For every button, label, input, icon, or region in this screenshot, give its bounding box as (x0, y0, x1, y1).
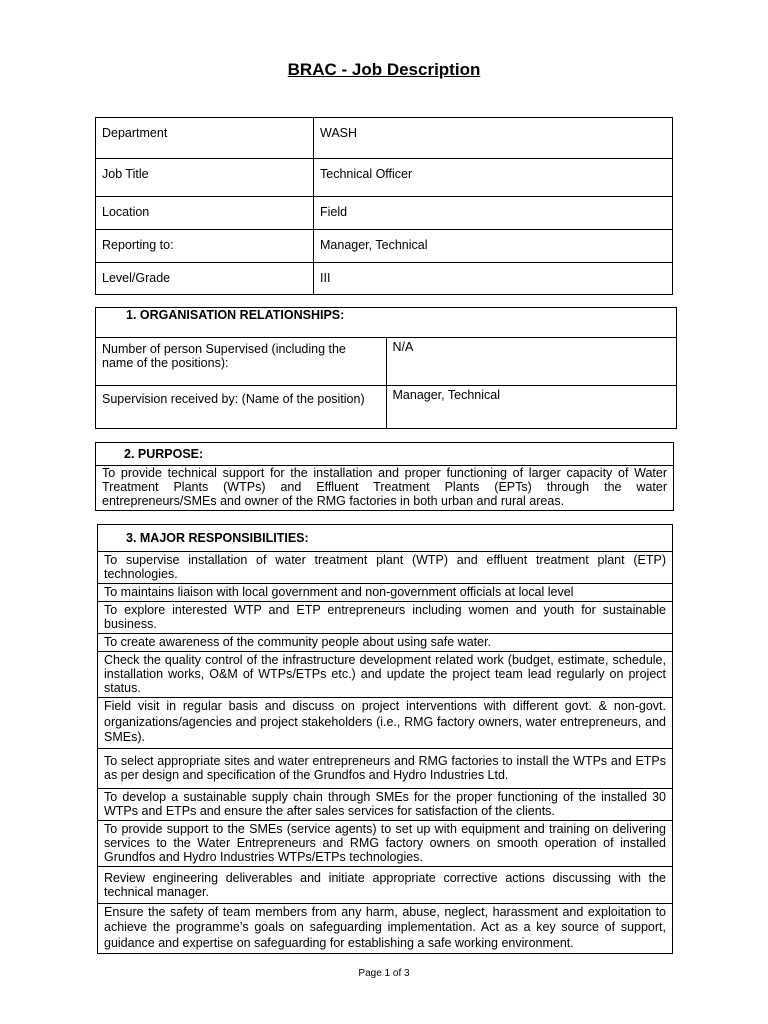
list-item: To select appropriate sites and water entrepreneurs and RMG factories to install the WTPs and ETPs as per design and specification of the Grundfos and Hydro Industries Ltd. (98, 748, 673, 788)
list-item: To maintains liaison with local government and non-government officials at local level (98, 584, 673, 602)
table-row (96, 118, 673, 159)
list-item: To provide support to the SMEs (service agents) to set up with equipment and training on delivering services to the Water Entrepreneurs and RMG factory owners on smooth operation of installed Grundfos and Hydro Industries WTPs/ETPs technologies. (98, 820, 673, 866)
responsibilities-table (97, 524, 673, 954)
organisation-relationships-table (95, 307, 677, 429)
section-heading: 1. ORGANISATION RELATIONSHIPS: (96, 308, 677, 338)
table-row (98, 788, 673, 820)
table-row (96, 443, 674, 466)
table-row (96, 159, 673, 197)
job-title-label: Job Title (96, 159, 314, 197)
table-row (98, 584, 673, 602)
list-item: Review engineering deliverables and initiate appropriate corrective actions discussing with the technical manager. (98, 866, 673, 903)
table-row (98, 634, 673, 652)
page-title: BRAC - Job Description (287, 60, 481, 79)
table-row (98, 820, 673, 866)
table-row (98, 602, 673, 634)
supervised-value: N/A (386, 338, 677, 386)
department-label: Department (96, 118, 314, 159)
table-row (96, 230, 673, 263)
purpose-table (95, 442, 674, 511)
supervision-value: Manager, Technical (386, 386, 677, 429)
level-label: Level/Grade (96, 263, 314, 295)
reporting-label: Reporting to: (96, 230, 314, 263)
section-heading: 3. MAJOR RESPONSIBILITIES: (98, 525, 673, 552)
list-item: To supervise installation of water treatment plant (WTP) and effluent treatment plant (ETP) technologies. (98, 552, 673, 584)
page-number: Page 1 of 3 (358, 968, 410, 979)
purpose-text: To provide technical support for the installation and proper functioning of larger capacity of Water Treatment Plants (WTPs) and Effluent Treatment Plants (EPTs) through the water entrepreneurs/SMEs and owner of the RMG factories in both urban and rural areas. (96, 466, 674, 511)
list-item: To explore interested WTP and ETP entrepreneurs including women and youth for sustainable business. (98, 602, 673, 634)
table-row (98, 698, 673, 749)
table-row (98, 748, 673, 788)
level-value: III (314, 263, 673, 295)
department-value: WASH (314, 118, 673, 159)
list-item: Field visit in regular basis and discuss on project interventions with different govt. & non-govt. organizations/agencies and project stakeholders (i.e., RMG factory owners, water entrepreneurs, and SMEs). (98, 698, 673, 749)
table-row (96, 197, 673, 230)
table-row (96, 263, 673, 295)
table-row (98, 525, 673, 552)
table-row (96, 338, 677, 386)
list-item: To create awareness of the community people about using safe water. (98, 634, 673, 652)
list-item: Check the quality control of the infrastructure development related work (budget, estimate, schedule, installation works, O&M of WTPs/ETPs etc.) and update the project team lead regularly on project status. (98, 652, 673, 698)
table-row (96, 466, 674, 511)
table-row (98, 866, 673, 903)
table-row (98, 652, 673, 698)
job-info-table (95, 117, 673, 295)
list-item: Ensure the safety of team members from any harm, abuse, neglect, harassment and exploitation to achieve the programme’s goals on safeguarding implementation. Act as a key source of support, guidance and expertise on safeguarding for establishing a safe working environment. (98, 903, 673, 954)
location-value: Field (314, 197, 673, 230)
supervision-label: Supervision received by: (Name of the position) (96, 386, 387, 429)
table-row (96, 386, 677, 429)
supervised-label: Number of person Supervised (including the name of the positions): (96, 338, 387, 386)
table-row (96, 308, 677, 338)
table-row (98, 552, 673, 584)
reporting-value: Manager, Technical (314, 230, 673, 263)
table-row (98, 903, 673, 954)
location-label: Location (96, 197, 314, 230)
job-title-value: Technical Officer (314, 159, 673, 197)
section-heading: 2. PURPOSE: (96, 443, 674, 466)
list-item: To develop a sustainable supply chain through SMEs for the proper functioning of the installed 30 WTPs and ETPs and ensure the after sales services for satisfaction of the clients. (98, 788, 673, 820)
